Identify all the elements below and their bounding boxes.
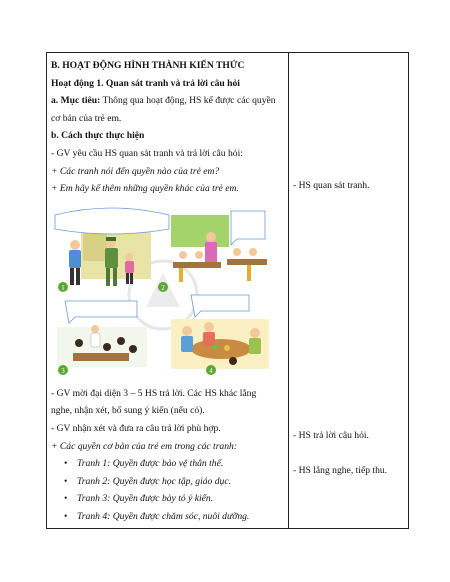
panel-2 (158, 211, 267, 292)
teacher-activity-column (51, 57, 284, 526)
panel-3-number: 3 (61, 366, 65, 375)
rights-intro: + Các quyền cơ bản của trẻ em trong các tranh: (51, 440, 238, 452)
panel-3 (57, 301, 147, 375)
illustration-svg (51, 207, 273, 377)
step-3: - GV nhận xét và đưa ra câu trả lời phù hợp. (51, 422, 221, 434)
objective-text: Thông qua hoạt động, HS kể được các quyền (100, 95, 276, 107)
rights-item-3: • Tranh 3: Quyền được bày tỏ ý kiến. (51, 490, 284, 508)
panel-1 (55, 208, 169, 292)
section-heading: B. HOẠT ĐỘNG HÌNH THÀNH KIẾN THỨC (51, 60, 245, 71)
panel-4-number: 4 (209, 366, 213, 375)
rights-item-1: • Tranh 1: Quyền được bảo vệ thân thể. (51, 455, 284, 473)
person-man (69, 240, 81, 285)
step-1: - GV yêu cầu HS quan sát tranh và trả lời câu hỏi: (51, 147, 243, 159)
lesson-table (46, 52, 409, 529)
step-2-line-2: nghe, nhận xét, bổ sung ý kiến (nếu có). (51, 405, 205, 417)
objective-line (51, 92, 284, 110)
person-teacher (205, 232, 217, 264)
student-activity-column (291, 53, 408, 528)
objective-text-cont: cơ bản của trẻ em. (51, 112, 122, 124)
question-2: + Em hãy kể thêm những quyền khác của trẻ em. (51, 183, 239, 195)
step-2-line-1: - GV mời đại diện 3 – 5 HS trả lời. Các HS khác lắng (51, 387, 257, 399)
student-response-1: - HS quan sát tranh. (293, 180, 370, 191)
panel-1-number: 1 (61, 283, 65, 292)
person-child (125, 253, 134, 284)
question-1: + Các tranh nói đến quyền nào của trẻ em? (51, 165, 220, 177)
rights-item-2: • Tranh 2: Quyền được học tập, giáo dục. (51, 473, 284, 491)
rights-item-4: • Tranh 4: Quyền được chăm sóc, nuôi dưỡng. (51, 508, 284, 526)
student-response-2: - HS trả lời câu hỏi. (293, 430, 369, 441)
illustration (51, 207, 273, 377)
panel-2-number: 2 (161, 283, 165, 292)
activity-title: Hoạt động 1. Quan sát tranh và trả lời câu hỏi (51, 77, 240, 89)
column-divider (288, 53, 289, 528)
procedure-label: b. Cách thực thực hiện (51, 130, 145, 142)
objective-label: a. Mục tiêu: (51, 95, 101, 107)
student-response-3: - HS lắng nghe, tiếp thu. (293, 465, 388, 476)
panel-4 (171, 295, 269, 375)
